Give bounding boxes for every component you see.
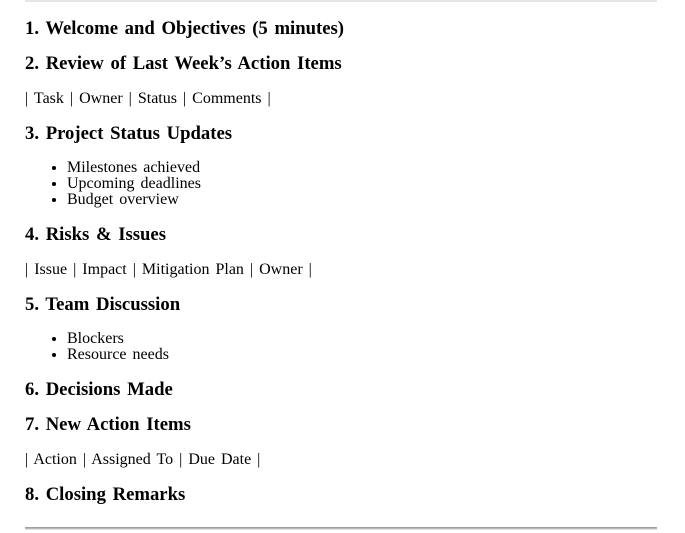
heading-decisions-made: 6. Decisions Made	[25, 379, 173, 400]
heading-closing-remarks: 8. Closing Remarks	[25, 484, 186, 505]
heading-welcome-objectives: 1. Welcome and Objectives (5 minutes)	[25, 18, 344, 39]
list-item: • Milestones achieved	[67, 160, 657, 176]
table-header-row-tasks: | Task | Owner | Status | Comments |	[25, 90, 271, 107]
table-header-row-risks: | Issue | Impact | Mitigation Plan | Owner |	[25, 261, 312, 278]
horizontal-rule-top	[25, 0, 657, 2]
list-item: • Resource needs	[67, 347, 657, 363]
list-item: • Budget overview	[67, 192, 657, 208]
table-header-row-new-actions: | Action | Assigned To | Due Date |	[25, 451, 261, 468]
heading-new-action-items: 7. New Action Items	[25, 414, 191, 435]
horizontal-rule-bottom	[25, 527, 657, 530]
heading-review-action-items: 2. Review of Last Week’s Action Items	[25, 53, 342, 74]
heading-team-discussion: 5. Team Discussion	[25, 294, 181, 315]
bullet-list-project-status	[25, 160, 657, 208]
heading-project-status-updates: 3. Project Status Updates	[25, 123, 233, 144]
heading-risks-issues: 4. Risks & Issues	[25, 224, 167, 245]
list-item: • Upcoming deadlines	[67, 176, 657, 192]
list-item: • Blockers	[67, 331, 657, 347]
bullet-list-team-discussion	[25, 331, 657, 363]
document-body	[25, 0, 657, 530]
